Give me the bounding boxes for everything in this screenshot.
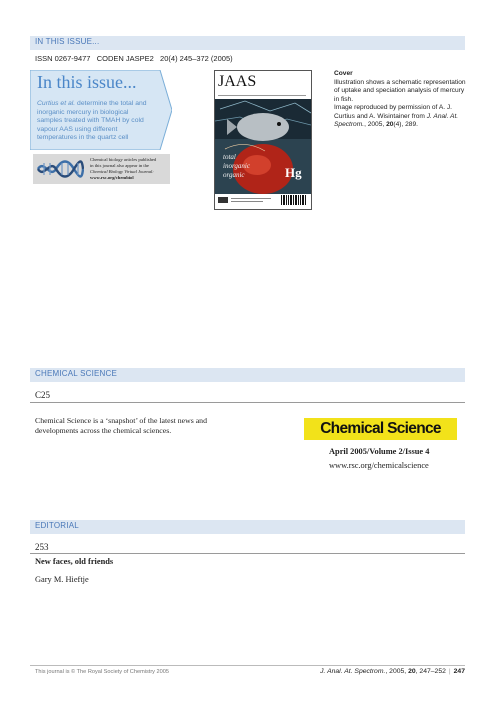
cover-credit-pages: (4), 289. xyxy=(393,121,418,128)
footer-page-number: 247 xyxy=(453,668,465,675)
cover-credit-year: , 2005, xyxy=(364,121,387,128)
chemical-science-rule xyxy=(30,402,465,403)
cover-footer-rule-1 xyxy=(231,198,271,199)
in-this-issue-label: IN THIS ISSUE... xyxy=(35,37,100,46)
footer-separator: | xyxy=(448,668,451,675)
cover-caption xyxy=(334,70,470,130)
cover-credit-volume: 20 xyxy=(386,121,394,128)
footer-citation xyxy=(300,668,465,675)
footer-copyright: This journal is © The Royal Society of Chemistry 2005 xyxy=(35,669,169,675)
cover-description: Illustration shows a schematic representation of uptake and speciation analysis of mercury in fish. xyxy=(334,78,466,103)
editorial-rule xyxy=(30,553,465,554)
chemical-science-url[interactable]: www.rsc.org/chemicalscience xyxy=(329,461,429,470)
chemical-science-label: CHEMICAL SCIENCE xyxy=(35,369,118,378)
chembiol-line-1: Chemical biology articles published xyxy=(90,157,157,162)
panel-description-text: determine the total and inorganic mercury in biological samples treated with TMAH by cold vapour AAS using different temperatures in the quartz cell xyxy=(37,100,147,142)
footer-volume: 20 xyxy=(408,668,416,675)
cover-hg-symbol: Hg xyxy=(285,165,302,180)
chemical-science-page-ref: C25 xyxy=(35,390,51,400)
editorial-label: EDITORIAL xyxy=(35,521,79,530)
cover-word-total: total xyxy=(223,153,236,161)
editorial-author: Gary M. Hieftje xyxy=(35,575,89,584)
chemical-science-logo-text: Chemical Science xyxy=(320,420,441,437)
footer-year: , 2005, xyxy=(385,668,409,675)
cover-heading: Cover xyxy=(334,70,353,77)
editorial-page-ref: 253 xyxy=(35,542,49,552)
cover-journal-title: JAAS xyxy=(218,73,257,90)
in-this-issue-bar xyxy=(30,36,465,50)
chemical-science-issue: April 2005/Volume 2/Issue 4 xyxy=(329,447,430,456)
cover-rule xyxy=(218,95,306,96)
editorial-title[interactable]: New faces, old friends xyxy=(35,557,114,566)
chemical-science-bar xyxy=(30,368,465,382)
panel-description xyxy=(37,100,155,143)
footer-journal: J. Anal. At. Spectrom. xyxy=(320,668,386,675)
chembiol-line-2: in this journal also appear in the xyxy=(90,162,149,168)
panel-author-italic: Curtius et al. xyxy=(37,100,76,107)
cover-word-organic: organic xyxy=(223,171,245,179)
chembiol-text xyxy=(90,157,170,181)
chemical-science-body: Chemical Science is a ‘snapshot’ of the latest news and developments across the chemical sciences. xyxy=(35,416,207,435)
cover-credit xyxy=(334,104,470,130)
dna-helix-icon xyxy=(36,157,84,181)
cover-barcode xyxy=(281,195,307,205)
cover-credit-journal: J. Anal. At. Spectrom. xyxy=(334,112,459,128)
cover-words xyxy=(223,153,250,180)
cover-word-inorganic: inorganic xyxy=(223,162,250,170)
footer-pages: , 247–252 xyxy=(415,668,446,675)
cover-footer-rule-2 xyxy=(231,201,263,202)
panel-title: In this issue... xyxy=(37,72,137,92)
cover-credit-text: Image reproduced by permission of A. J. Curtius and A. Wisintainer from xyxy=(334,104,453,120)
chembiol-line-3: Chemical Biology Virtual Journal: xyxy=(90,168,154,174)
issn-line: ISSN 0267-9477 CODEN JASPE2 20(4) 245–372 (2005) xyxy=(35,54,233,63)
chembiol-link[interactable]: www.rsc.org/chembiol xyxy=(90,174,134,180)
editorial-bar xyxy=(30,520,465,534)
cover-rsc-logo xyxy=(218,197,228,203)
footer-rule xyxy=(30,665,465,666)
chemical-science-logo xyxy=(304,418,457,440)
journal-cover-image xyxy=(214,70,312,210)
